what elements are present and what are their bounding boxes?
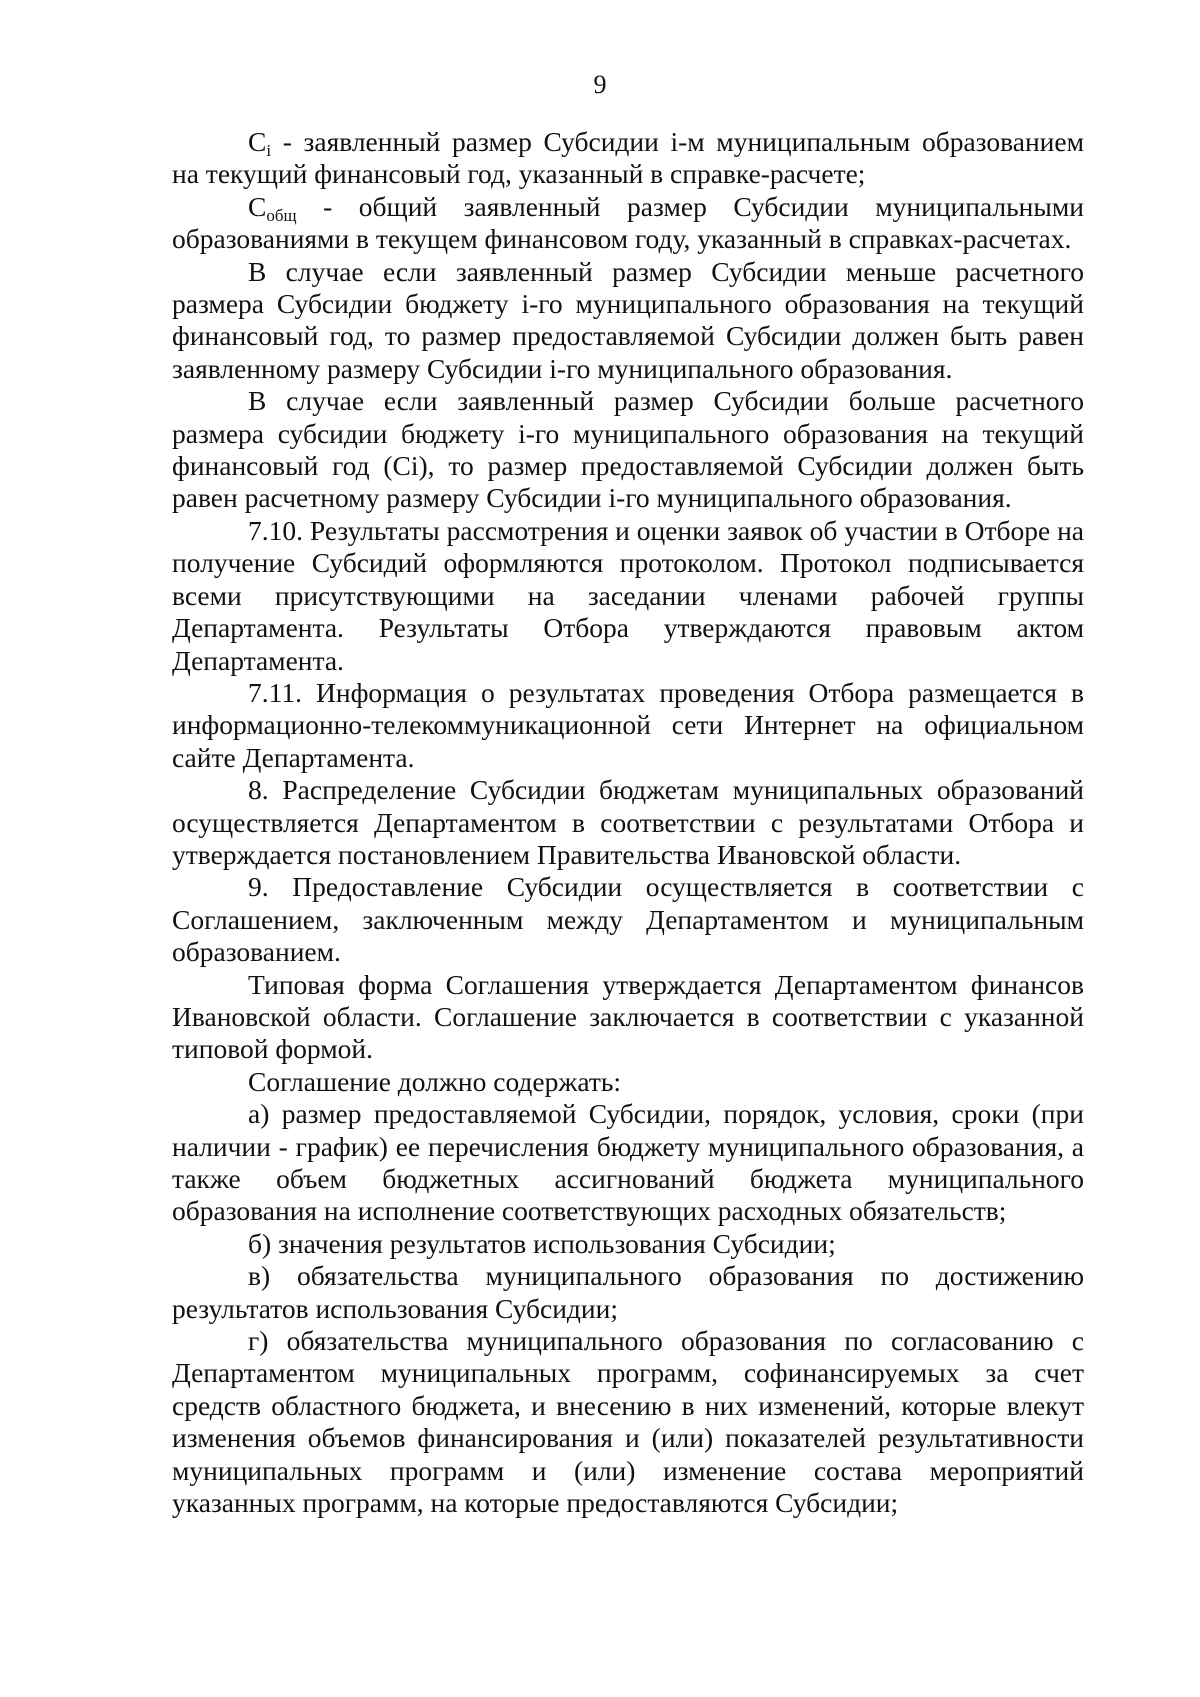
list-item-g: г) обязательства муниципального образования по согласованию с Департаментом муниципальных программ, софинансируемых за счет средств областного бюджета, и внесению в них изменений, которые влекут изменения объемов финансирования и (или) показателей результативности муниципальных программ и (или) изменение состава мероприятий указанных программ, на которые предоставляются Субсидии; xyxy=(172,1325,1084,1519)
document-body xyxy=(172,126,1084,1519)
paragraph-8: 8. Распределение Субсидии бюджетам муниципальных образований осуществляется Департаментом в соответствии с результатами Отбора и утверждается постановлением Правительства Ивановской области. xyxy=(172,774,1084,870)
symbol-subscript-i: i xyxy=(266,141,272,160)
paragraph-7-10: 7.10. Результаты рассмотрения и оценки заявок об участии в Отборе на получение Субсидий оформляются протоколом. Протокол подписывается всеми присутствующими на заседании членами рабочей группы Департамента. Результаты Отбора утверждаются правовым актом Департамента. xyxy=(172,514,1084,676)
paragraph: В случае если заявленный размер Субсидии больше расчетного размера субсидии бюджету i-го муниципального образования на текущий финансовый год (Ci), то размер предоставляемой Субсидии должен быть равен расчетному размеру Субсидии i-го муниципального образования. xyxy=(172,385,1084,514)
symbol-subscript-obsh: общ xyxy=(266,205,297,225)
symbol-c: C xyxy=(248,190,267,222)
paragraph: В случае если заявленный размер Субсидии меньше расчетного размера Субсидии бюджету i-го муниципального образования на текущий финансовый год, то размер предоставляемой Субсидии должен быть равен заявленному размеру Субсидии i-го муниципального образования. xyxy=(172,255,1084,384)
paragraph: Типовая форма Соглашения утверждается Департаментом финансов Ивановской области. Соглашение заключается в соответствии с указанной типовой формой. xyxy=(172,968,1084,1065)
paragraph-ci-definition xyxy=(172,126,1084,191)
symbol-c: C xyxy=(248,126,267,157)
list-item-a: а) размер предоставляемой Субсидии, порядок, условия, сроки (при наличии - график) ее перечисления бюджету муниципального образования, а также объем бюджетных ассигнований бюджета муниципального образования на исполнение соответствующих расходных обязательств; xyxy=(172,1098,1084,1227)
page-number: 9 xyxy=(593,70,607,99)
list-item-b: б) значения результатов использования Субсидии; xyxy=(248,1227,836,1259)
paragraph-9: 9. Предоставление Субсидии осуществляется в соответствии с Соглашением, заключенным между Департаментом и муниципальным образованием. xyxy=(172,871,1084,968)
paragraph: Соглашение должно содержать: xyxy=(248,1065,622,1097)
paragraph-text: - заявленный размер Субсидии i-м муниципальным образованием на текущий финансовый год, указанный в справке-расчете; xyxy=(172,126,1084,190)
paragraph-cobsh-definition xyxy=(172,191,1084,256)
list-item-v: в) обязательства муниципального образования по достижению результатов использования Субсидии; xyxy=(172,1260,1084,1324)
paragraph-7-11: 7.11. Информация о результатах проведения Отбора размещается в информационно-телекоммуникационной сети Интернет на официальном сайте Департамента. xyxy=(172,676,1084,773)
paragraph-text: - общий заявленный размер Субсидии муниципальными образованиями в текущем финансовом году, указанный в справках-расчетах. xyxy=(172,190,1084,255)
